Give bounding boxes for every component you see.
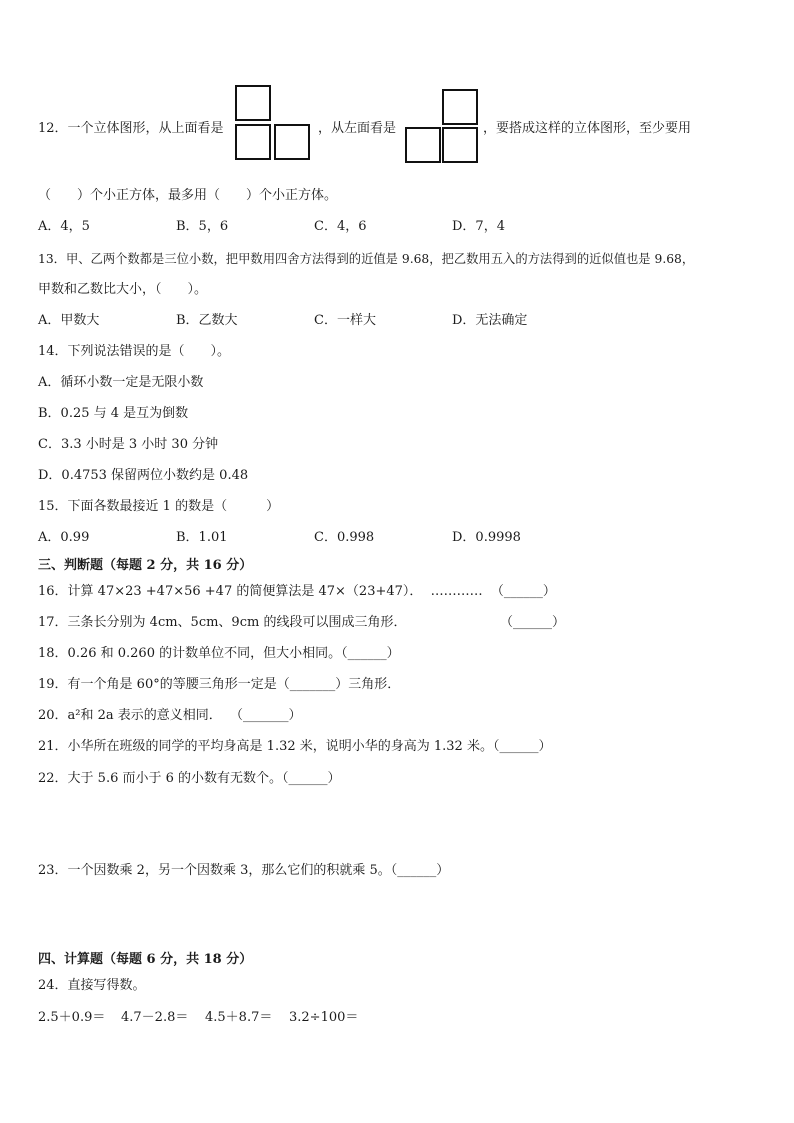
q17: 17．三条长分别为 4cm、5cm、9cm 的线段可以围成三角形．	[38, 615, 407, 630]
q24-stem: 24．直接写得数。	[38, 978, 146, 993]
q13-option-a: A．甲数大	[38, 313, 100, 328]
q12-option-c: C．4，6	[314, 219, 367, 234]
left-view-cube	[442, 127, 478, 163]
q15-option-b: B．1.01	[176, 530, 228, 545]
q24-item: 3.2÷100＝	[289, 1010, 359, 1025]
section3-title: 三、判断题（每题 2 分，共 16 分）	[38, 558, 253, 573]
q12-text-before: 12．一个立体图形，从上面看是	[38, 121, 224, 136]
q14-option-b: B．0.25 与 4 是互为倒数	[38, 406, 189, 421]
q15-option-c: C．0.998	[314, 530, 375, 545]
q12-option-b: B．5，6	[176, 219, 229, 234]
q16: 16．计算 47×23 +47×56 +47 的简便算法是 47×（23+47）． ………… （______）	[38, 584, 556, 599]
q12-text-after: ，要搭成这样的立体图形，至少要用	[483, 121, 692, 136]
q12-option-a: A．4，5	[38, 219, 90, 234]
q24-item: 2.5＋0.9＝	[38, 1010, 106, 1025]
section4-title: 四、计算题（每题 6 分，共 18 分）	[38, 952, 253, 967]
q17-answer-blank: （______）	[500, 615, 566, 630]
q13-option-c: C．一样大	[314, 313, 376, 328]
q24-item: 4.7－2.8＝	[121, 1010, 189, 1025]
top-view-cube	[274, 124, 310, 160]
q13-option-d: D．无法确定	[452, 313, 528, 328]
q13-line2: 甲数和乙数比大小，（ ）。	[38, 282, 208, 297]
q14-option-a: A．循环小数一定是无限小数	[38, 375, 204, 390]
q12-option-d: D．7，4	[452, 219, 505, 234]
q23: 23．一个因数乘 2，另一个因数乘 3，那么它们的积就乘 5。（______）	[38, 863, 450, 878]
q14-option-c: C．3.3 小时是 3 小时 30 分钟	[38, 437, 219, 452]
q12-line2: （ ）个小正方体，最多用（ ）个小正方体。	[38, 188, 338, 203]
q15-stem: 15．下面各数最接近 1 的数是（ ）	[38, 499, 280, 514]
q14-stem: 14．下列说法错误的是（ ）。	[38, 344, 231, 359]
left-view-cube	[405, 127, 441, 163]
q24-item: 4.5＋8.7＝	[205, 1010, 273, 1025]
q20: 20．a²和 2a 表示的意义相同． （_______）	[38, 708, 302, 723]
q22: 22．大于 5.6 而小于 6 的小数有无数个。（______）	[38, 771, 341, 786]
left-view-figure	[405, 89, 481, 165]
q15-option-d: D．0.9998	[452, 530, 521, 545]
q14-option-d: D．0.4753 保留两位小数约是 0.48	[38, 468, 249, 483]
q15-option-a: A．0.99	[38, 530, 90, 545]
top-view-figure	[235, 85, 313, 163]
top-view-cube	[235, 85, 271, 121]
q21: 21．小华所在班级的同学的平均身高是 1.32 米，说明小华的身高为 1.32 米。（______）	[38, 739, 552, 754]
q13-option-b: B．乙数大	[176, 313, 238, 328]
q12-text-mid: ，从左面看是	[318, 121, 397, 136]
q13-line1: 13．甲、乙两个数都是三位小数，把甲数用四舍方法得到的近值是 9.68，把乙数用五入的方法得到的近似值也是 9.68，	[38, 252, 695, 266]
top-view-cube	[235, 124, 271, 160]
q19: 19．有一个角是 60°的等腰三角形一定是（_______）三角形．	[38, 677, 401, 692]
q18: 18．0.26 和 0.260 的计数单位不同，但大小相同。（______）	[38, 646, 400, 661]
left-view-cube	[442, 89, 478, 125]
